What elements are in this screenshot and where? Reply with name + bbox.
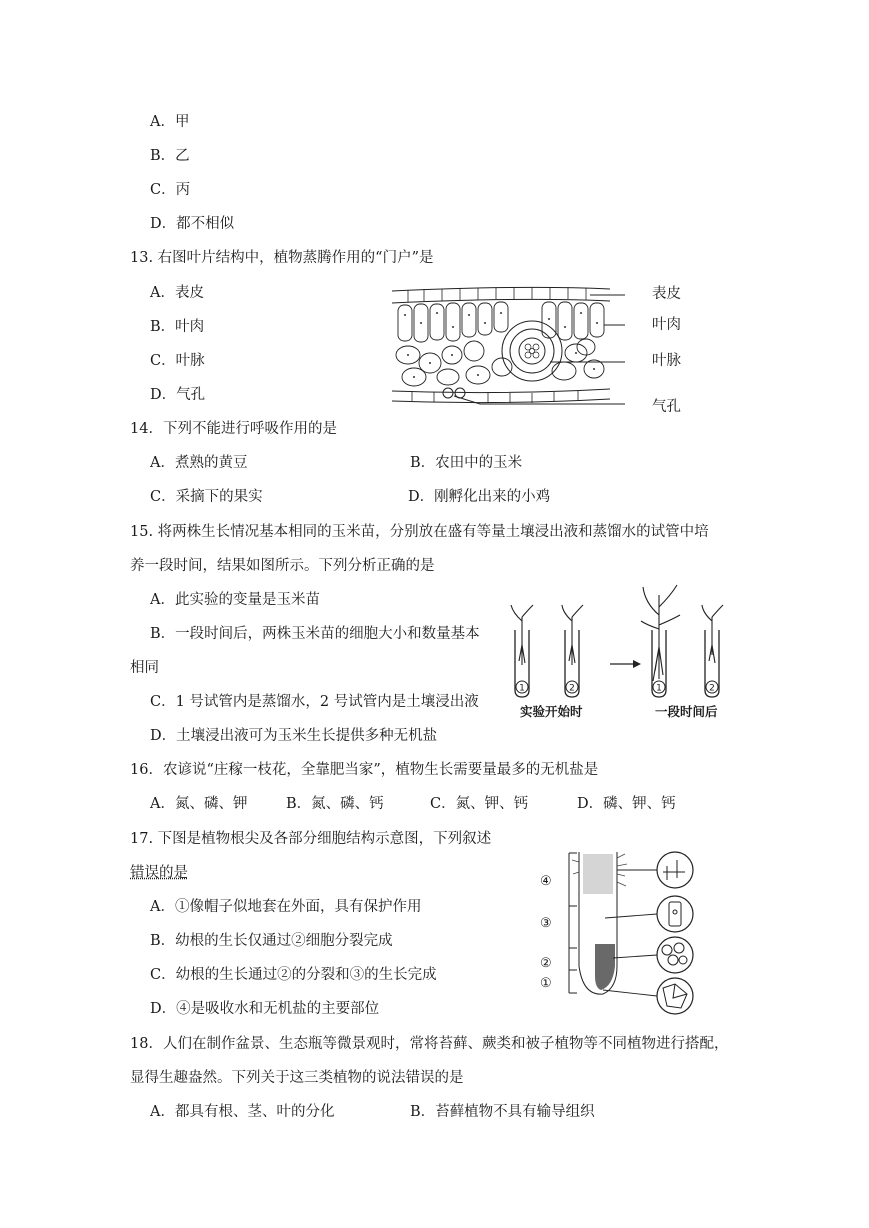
q13-option-b: B．叶肉 [150, 319, 205, 335]
q16-option-c: C．氮、钾、钙 [430, 796, 529, 812]
tube-number-1-start: 1 [519, 683, 525, 694]
q17-option-c: C．幼根的生长通过②的分裂和③的生长完成 [150, 967, 437, 983]
q18-stem-line2: 显得生趣盎然。下列关于这三类植物的说法错误的是 [130, 1070, 464, 1086]
leaf-label-vein: 叶脉 [652, 353, 681, 369]
root-tip-figure [555, 848, 725, 1018]
leaf-cross-section-figure [390, 283, 660, 408]
q16-stem: 16．农谚说“庄稼一枝花，全靠肥当家”，植物生长需要量最多的无机盐是 [130, 762, 599, 778]
q16-option-b: B．氮、磷、钙 [286, 796, 384, 812]
q14-option-c: C．采摘下的果实 [150, 489, 263, 505]
q15-stem-line1: 15. 将两株生长情况基本相同的玉米苗，分别放在盛有等量土壤浸出液和蒸馏水的试管中培 [130, 524, 709, 540]
q12-option-c: C．丙 [150, 182, 191, 198]
q15-option-a: A．此实验的变量是玉米苗 [150, 592, 320, 608]
q17-option-d: D．④是吸收水和无机盐的主要部位 [150, 1001, 380, 1017]
q17-stem-line1: 17. 下图是植物根尖及各部分细胞结构示意图，下列叙述 [130, 831, 492, 847]
q17-option-a: A．①像帽子似地套在外面，具有保护作用 [150, 899, 422, 915]
q15-stem-line2: 养一段时间，结果如图所示。下列分析正确的是 [130, 558, 435, 574]
root-label-4: ④ [540, 874, 552, 889]
q18-option-a: A．都具有根、茎、叶的分化 [150, 1104, 335, 1120]
q13-stem: 13. 右图叶片结构中，植物蒸腾作用的“门户”是 [130, 250, 434, 266]
tube-number-1-later: 1 [656, 683, 662, 694]
q17-stem-line2: 错误的是 [130, 865, 188, 881]
tube-number-2-start: 2 [569, 683, 575, 694]
q12-option-b: B．乙 [150, 148, 190, 164]
q12-option-d: D．都不相似 [150, 216, 235, 232]
q15-option-d: D．土壤浸出液可为玉米生长提供多种无机盐 [150, 728, 438, 744]
leaf-label-mesophyll: 叶肉 [652, 317, 681, 333]
q14-option-b: B．农田中的玉米 [410, 455, 523, 471]
fig-caption-later: 一段时间后 [655, 704, 718, 719]
q12-option-a: A．甲 [150, 114, 190, 130]
q16-option-d: D．磷、钾、钙 [577, 796, 676, 812]
q18-option-b: B．苔藓植物不具有输导组织 [410, 1104, 595, 1120]
q17-option-b: B．幼根的生长仅通过②细胞分裂完成 [150, 933, 393, 949]
q15-option-b-line2: 相同 [130, 660, 159, 676]
q14-option-a: A．煮熟的黄豆 [150, 455, 248, 471]
q13-option-c: C．叶脉 [150, 353, 205, 369]
q16-option-a: A．氮、磷、钾 [150, 796, 248, 812]
q18-stem-line1: 18．人们在制作盆景、生态瓶等微景观时，常将苔藓、蕨类和被子植物等不同植物进行搭配， [130, 1036, 729, 1052]
leaf-label-stoma: 气孔 [652, 399, 681, 415]
test-tube-figure [505, 585, 745, 705]
fig-caption-start: 实验开始时 [520, 704, 583, 719]
q15-option-b-line1: B．一段时间后，两株玉米苗的细胞大小和数量基本 [150, 626, 480, 642]
root-label-1: ① [540, 976, 552, 991]
q15-option-c: C．1 号试管内是蒸馏水，2 号试管内是土壤浸出液 [150, 694, 479, 710]
tube-number-2-later: 2 [709, 683, 715, 694]
q13-option-d: D．气孔 [150, 387, 206, 403]
q14-option-d: D．刚孵化出来的小鸡 [408, 489, 551, 505]
root-label-2: ② [540, 956, 552, 971]
root-label-3: ③ [540, 916, 552, 931]
q14-stem: 14．下列不能进行呼吸作用的是 [130, 421, 337, 437]
leaf-label-epidermis: 表皮 [652, 286, 681, 302]
q13-option-a: A．表皮 [150, 285, 204, 301]
